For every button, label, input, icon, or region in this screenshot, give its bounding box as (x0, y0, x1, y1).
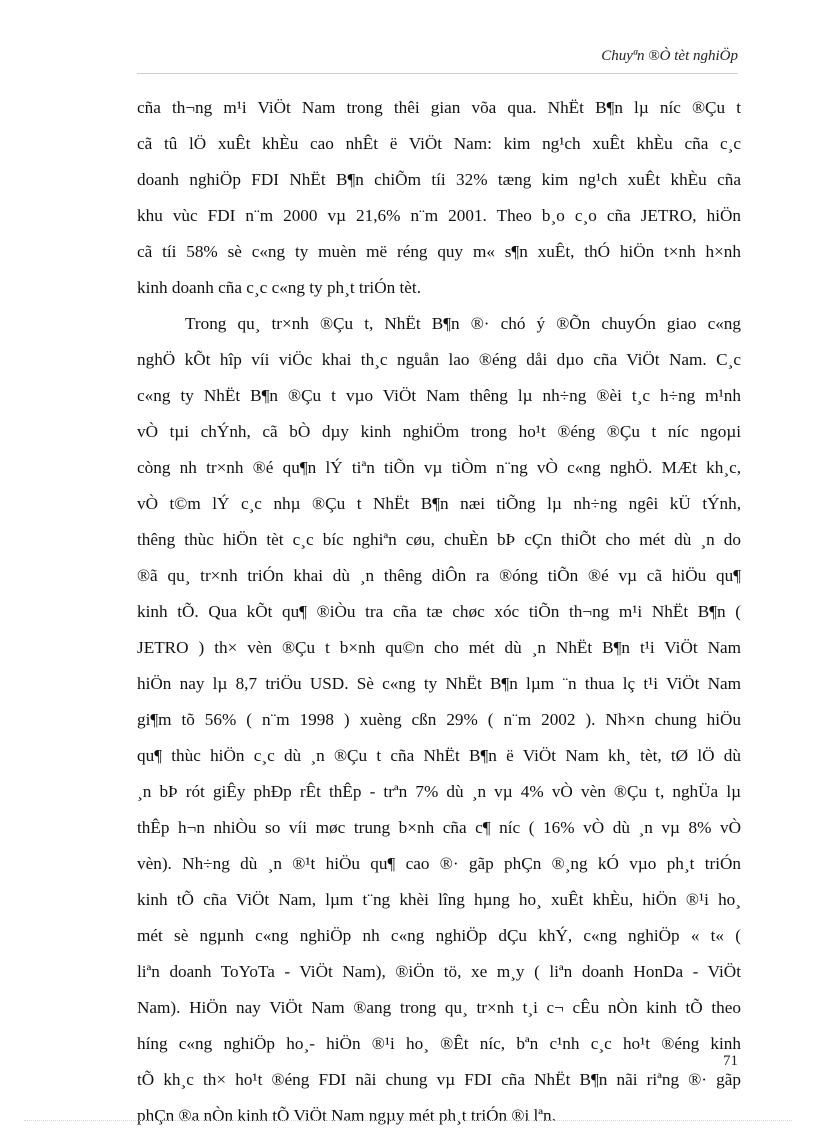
text-line: thÊp h¬n nhiÒu so víi møc trung b×nh cña c¶ níc ( 16% vÒ dù ¸n vµ 8% vÒ (137, 818, 741, 837)
text-line: tÕ kh¸c th× ho¹t ®éng FDI nãi chung vµ FDI cña NhËt B¶n nãi riªng ®· gãp (137, 1070, 741, 1089)
text-line: ®ã qu¸ tr×nh triÓn khai dù ¸n thêng diÔn ra ®óng tiÕn ®é vµ cã hiÖu qu¶ (137, 566, 741, 585)
text-line: Trong qu¸ tr×nh ®Çu t, NhËt B¶n ®· chó ý ®Õn chuyÓn giao c«ng (185, 314, 741, 333)
text-line: vÒ tµi chÝnh, cã bÒ dµy kinh nghiÖm trong ho¹t ®éng ®Çu t níc ngoµi (137, 422, 741, 441)
footer-divider (24, 1120, 792, 1121)
text-line: liªn doanh ToYoTa - ViÖt Nam), ®iÖn tö, xe m¸y ( liªn doanh HonDa - ViÖt (137, 962, 741, 981)
text-line: nghÖ kÕt hîp víi viÖc khai th¸c nguån lao ®éng dåi dµo cña ViÖt Nam. C¸c (137, 350, 741, 369)
text-line: híng c«ng nghiÖp ho¸- hiÖn ®¹i ho¸ ®Êt níc, bªn c¹nh c¸c ho¹t ®éng kinh (137, 1034, 741, 1053)
text-line: kinh tÕ cña ViÖt Nam, lµm t¨ng khèi lîng hµng ho¸ xuÊt khÈu, hiÖn ®¹i ho¸ (137, 890, 741, 909)
text-line: gi¶m tõ 56% ( n¨m 1998 ) xuèng cßn 29% ( n¨m 2002 ). Nh×n chung hiÖu (137, 710, 741, 729)
text-line: mét sè ngµnh c«ng nghiÖp nh c«ng nghiÖp dÇu khÝ, c«ng nghiÖp « t« ( (137, 926, 741, 945)
text-line: doanh nghiÖp FDI NhËt B¶n chiÕm tíi 32% tæng kim ng¹ch xuÊt khÈu cña (137, 170, 741, 189)
text-line: qu¶ thùc hiÖn c¸c dù ¸n ®Çu t cña NhËt B¶n ë ViÖt Nam kh¸ tèt, tØ lÖ dù (137, 746, 741, 765)
text-line: JETRO ) th× vèn ®Çu t b×nh qu©n cho mét dù ¸n NhËt B¶n t¹i ViÖt Nam (137, 638, 741, 657)
text-line: hiÖn nay lµ 8,7 triÖu USD. Sè c«ng ty NhËt B¶n lµm ¨n thua lç t¹i ViÖt Nam (137, 674, 741, 693)
text-line: phÇn ®a nÒn kinh tÕ ViÖt Nam ngµy mét ph¸t triÓn ®i lªn. (137, 1106, 556, 1125)
text-line: Nam). HiÖn nay ViÖt Nam ®ang trong qu¸ tr×nh t¸i c¬ cÊu nÒn kinh tÕ theo (137, 998, 741, 1017)
paragraph (137, 90, 741, 306)
header-divider (137, 73, 738, 74)
text-line: kinh doanh cña c¸c c«ng ty ph¸t triÓn tèt. (137, 278, 421, 297)
text-line: c«ng ty NhËt B¶n ®Çu t vµo ViÖt Nam thêng lµ nh÷ng ®èi t¸c h÷ng m¹nh (137, 386, 741, 405)
text-line: vÒ t©m lÝ c¸c nhµ ®Çu t NhËt B¶n næi tiÕng lµ nh÷ng ngêi kÜ tÝnh, (137, 494, 741, 513)
text-line: thêng thùc hiÖn tèt c¸c bíc nghiªn cøu, chuÈn bÞ cÇn thiÕt cho mét dù ¸n do (137, 530, 741, 549)
page-number: 71 (723, 1053, 738, 1069)
text-line: kinh tÕ. Qua kÕt qu¶ ®iÒu tra cña tæ chøc xóc tiÕn th¬ng m¹i NhËt B¶n ( (137, 602, 741, 621)
text-line: ¸n bÞ rót giÊy phÐp rÊt thÊp - trªn 7% dù ¸n vµ 4% vÒ vèn ®Çu t, nghÜa lµ (137, 782, 741, 801)
text-line: vèn). Nh÷ng dù ¸n ®¹t hiÖu qu¶ cao ®· gãp phÇn ®¸ng kÓ vµo ph¸t triÓn (137, 854, 741, 873)
text-line: cña th¬ng m¹i ViÖt Nam trong thêi gian võa qua. NhËt B¶n lµ níc ®Çu t (137, 98, 741, 117)
paragraph (137, 306, 741, 1134)
text-line: khu vùc FDI n¨m 2000 vµ 21,6% n¨m 2001. Theo b¸o c¸o cña JETRO, hiÖn (137, 206, 741, 225)
text-line: cã tû lÖ xuÊt khÈu cao nhÊt ë ViÖt Nam: kim ng¹ch xuÊt khÈu cña c¸c (137, 134, 741, 153)
text-line: cã tíi 58% sè c«ng ty muèn më réng quy m« s¶n xuÊt, thÓ hiÖn t×nh h×nh (137, 242, 741, 261)
document-body (137, 90, 741, 1134)
text-line: còng nh tr×nh ®é qu¶n lÝ tiªn tiÕn vµ tiÒm n¨ng vÒ c«ng nghÖ. MÆt kh¸c, (137, 458, 741, 477)
running-header: Chuyªn ®Ò tèt nghiÖp (601, 48, 738, 64)
